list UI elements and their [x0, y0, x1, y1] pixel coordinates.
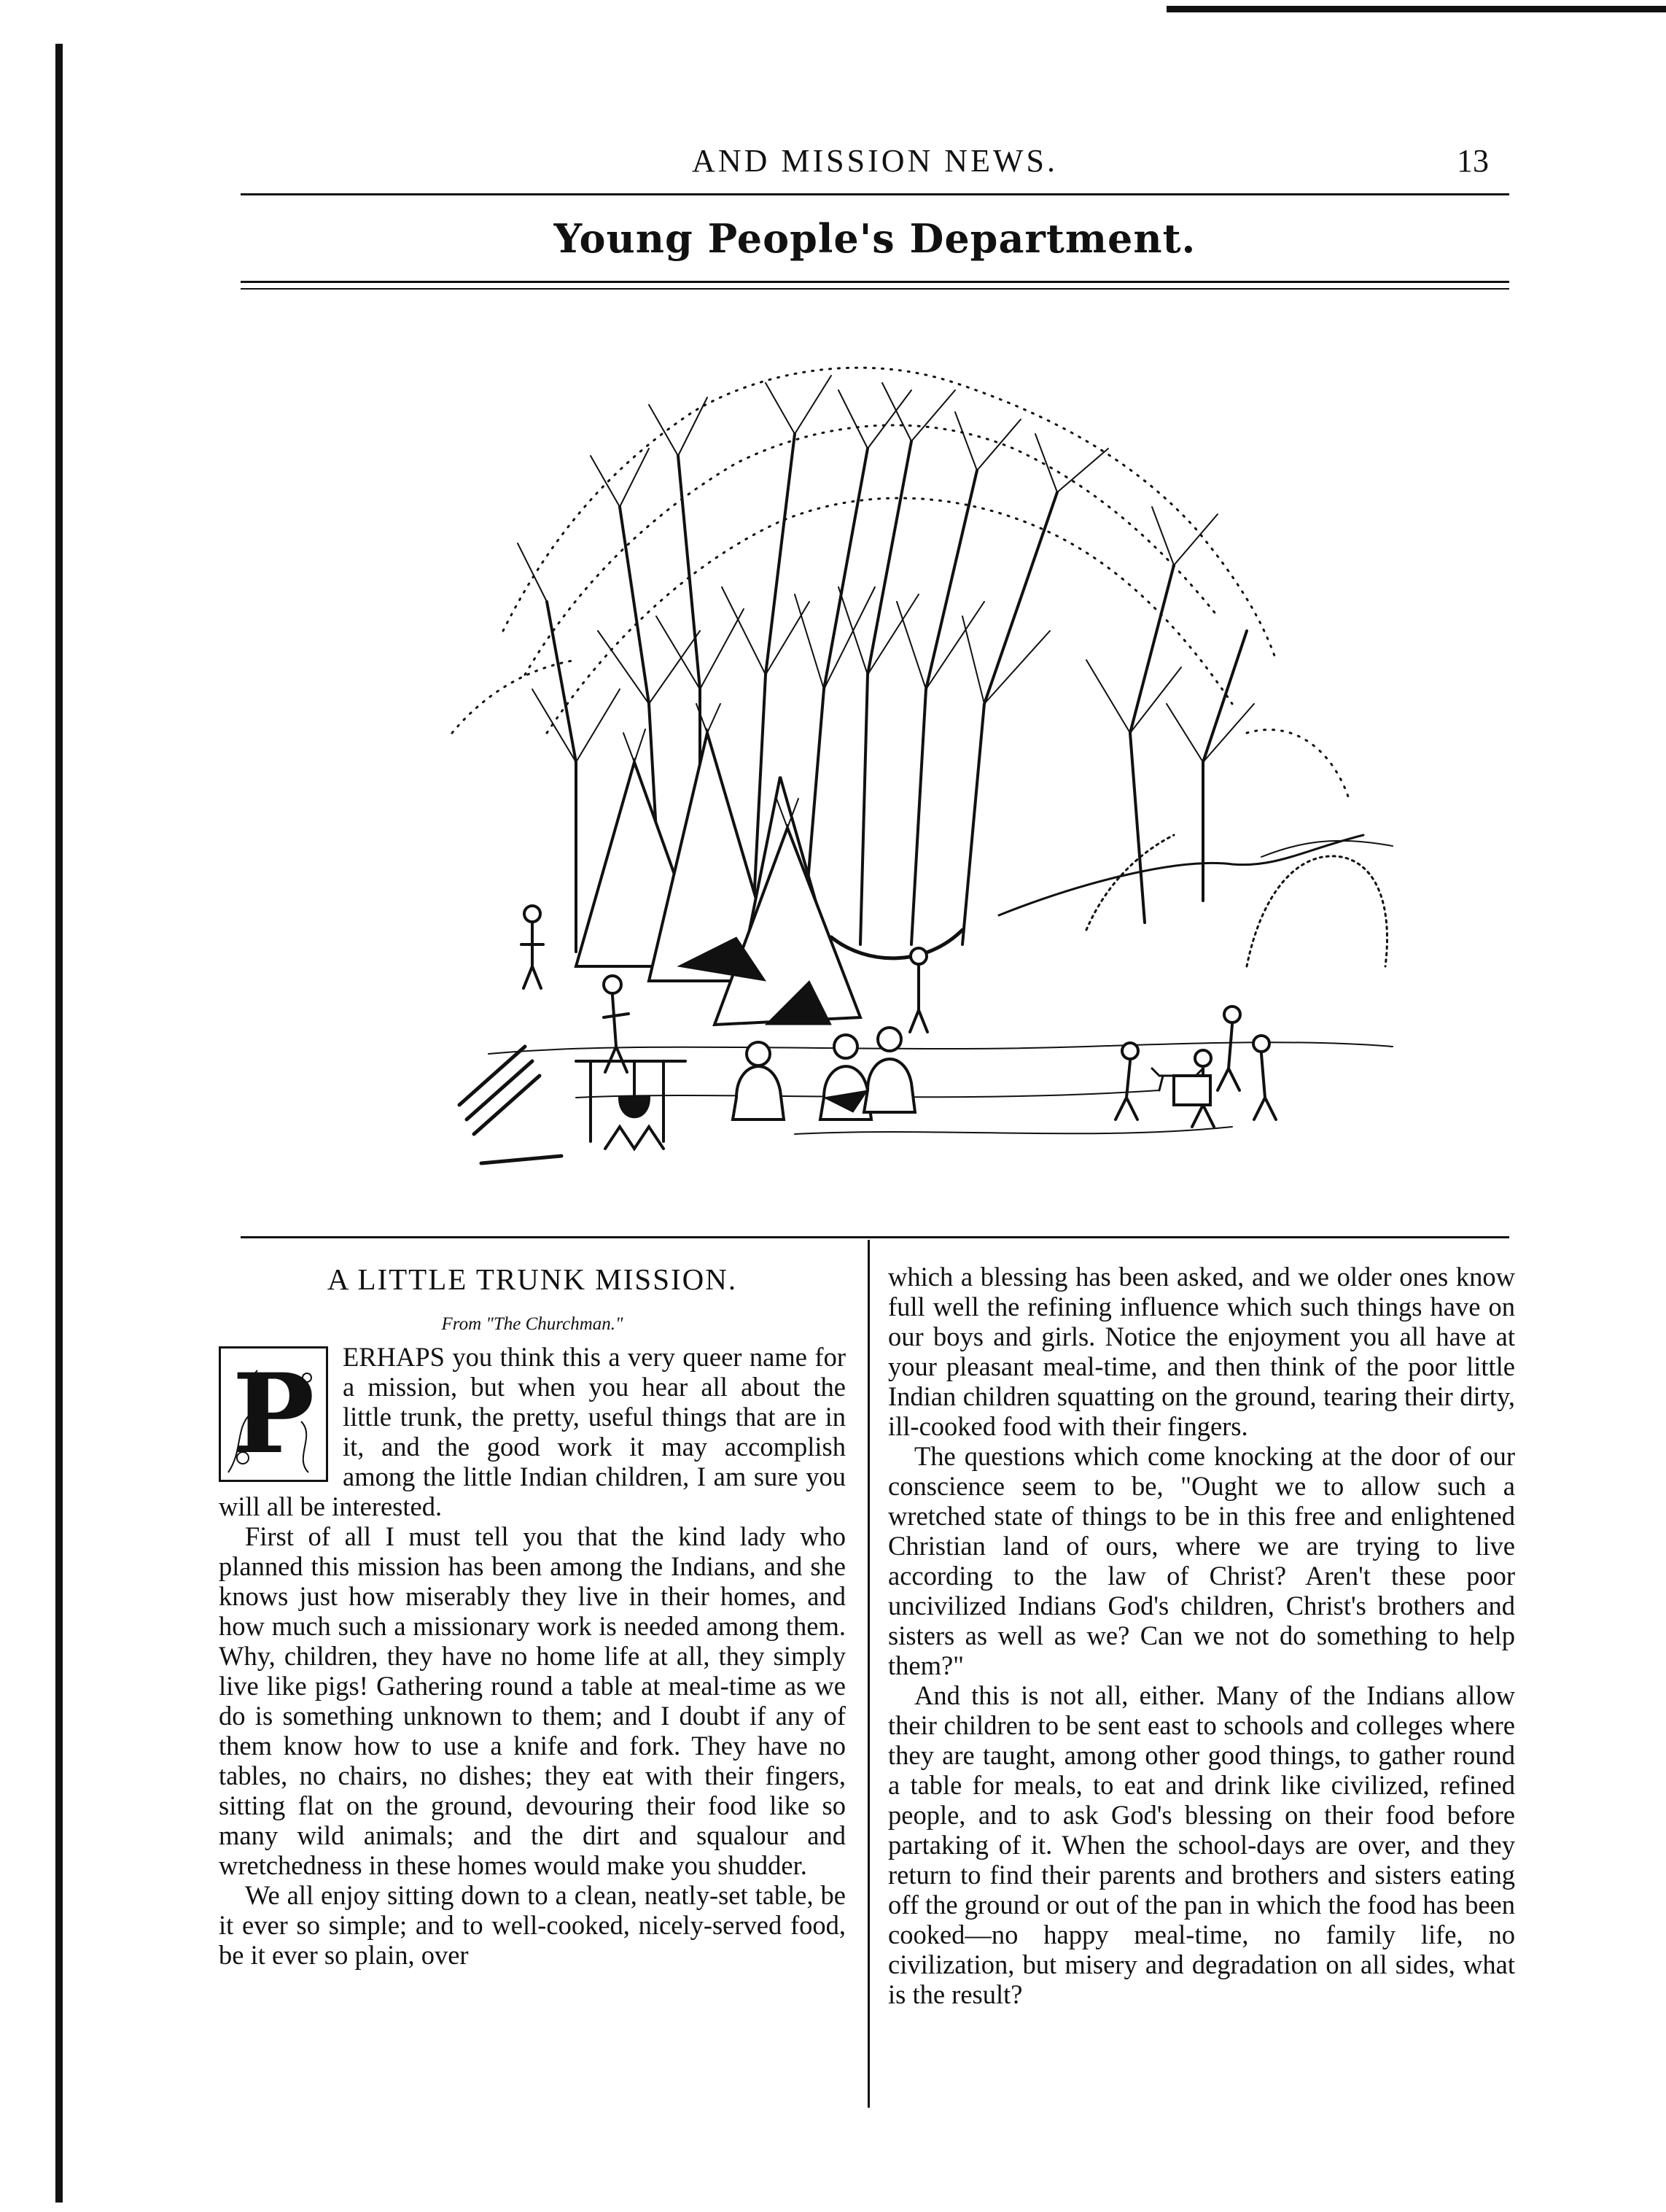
header-rule [241, 193, 1509, 195]
top-edge-rule [1167, 6, 1666, 12]
article-paragraph: We all enjoy sitting down to a clean, neatly-set table, be it ever so simple; and to well-cooked, nicely-served food, be it ever so plain, over [219, 1880, 846, 1970]
article-column-left [219, 1262, 846, 1970]
illustration-rule [241, 1236, 1509, 1238]
article-paragraph: And this is not all, either. Many of the Indians allow their children to be sent east to schools and colleges where they are taught, among other good things, to gather round a table for meals, to eat and drink like civilized, refined people, and to ask God's blessing on their food before partaking of it. When the school-days are over, and they return to find their parents and brothers and sisters eating off the ground or out of the pan in which the food has been cooked—no happy meal-time, no family life, no civilization, but misery and degradation on all sides, what is the result? [888, 1680, 1515, 2009]
column-divider [868, 1240, 870, 2108]
article-paragraph: The questions which come knocking at the door of our conscience seem to be, "Ought we to allow such a wretched state of things to be in this free and enlightened Christian land of ours, where we are trying to live according to the law of Christ? Aren't these poor uncivilized Indians God's children, Christ's brothers and sisters as well as we? Can we not do something to help them?" [888, 1441, 1515, 1680]
running-title: AND MISSION NEWS. [692, 143, 1058, 179]
drop-cap-letter: P [232, 1350, 315, 1478]
drop-cap-ornament-icon [221, 1348, 330, 1484]
article-paragraph: which a blessing has been asked, and we older ones know full well the refining influence which such things have on our boys and girls. Notice the enjoyment you all have at your pleasant meal-time, and then think of the poor little Indian children squatting on the ground, tearing their dirty, ill-cooked food with their fingers. [888, 1262, 1515, 1441]
ornamental-drop-cap [219, 1346, 328, 1482]
page-number: 13 [1457, 143, 1489, 179]
article-title: A LITTLE TRUNK MISSION. [327, 1262, 738, 1296]
article-paragraph: ERHAPS you think this a very queer name for a mission, but when you hear all about the little trunk, the pretty, useful things that are in it, and the good work it may accomplish among the little Indian children, I am sure you will all be interested. [219, 1342, 846, 1521]
running-head [241, 142, 1509, 186]
binding-edge-line [55, 44, 63, 2203]
article-column-right [888, 1262, 1515, 2009]
department-rule-lower [241, 288, 1509, 290]
indian-camp-illustration [357, 325, 1407, 1185]
article-source: From "The Churchman." [441, 1314, 623, 1334]
first-paragraph-wrap [219, 1342, 846, 1521]
article-paragraph: First of all I must tell you that the kind lady who planned this mission has been among the Indians, and she knows just how miserably they live in their homes, and how much such a missionary work is needed among them. Why, children, they have no home life at all, they simply live like pigs! Gathering round a table at meal-time as we do is something unknown to them; and I doubt if any of them know how to use a knife and fork. They have no tables, no chairs, no dishes; they eat with their fingers, sitting flat on the ground, devouring their food like so many wild animals; and the dirt and squalour and wretchedness in these homes would make you shudder. [219, 1521, 846, 1880]
department-title: Young People's Department. [553, 215, 1196, 262]
department-rule-upper [241, 281, 1509, 283]
